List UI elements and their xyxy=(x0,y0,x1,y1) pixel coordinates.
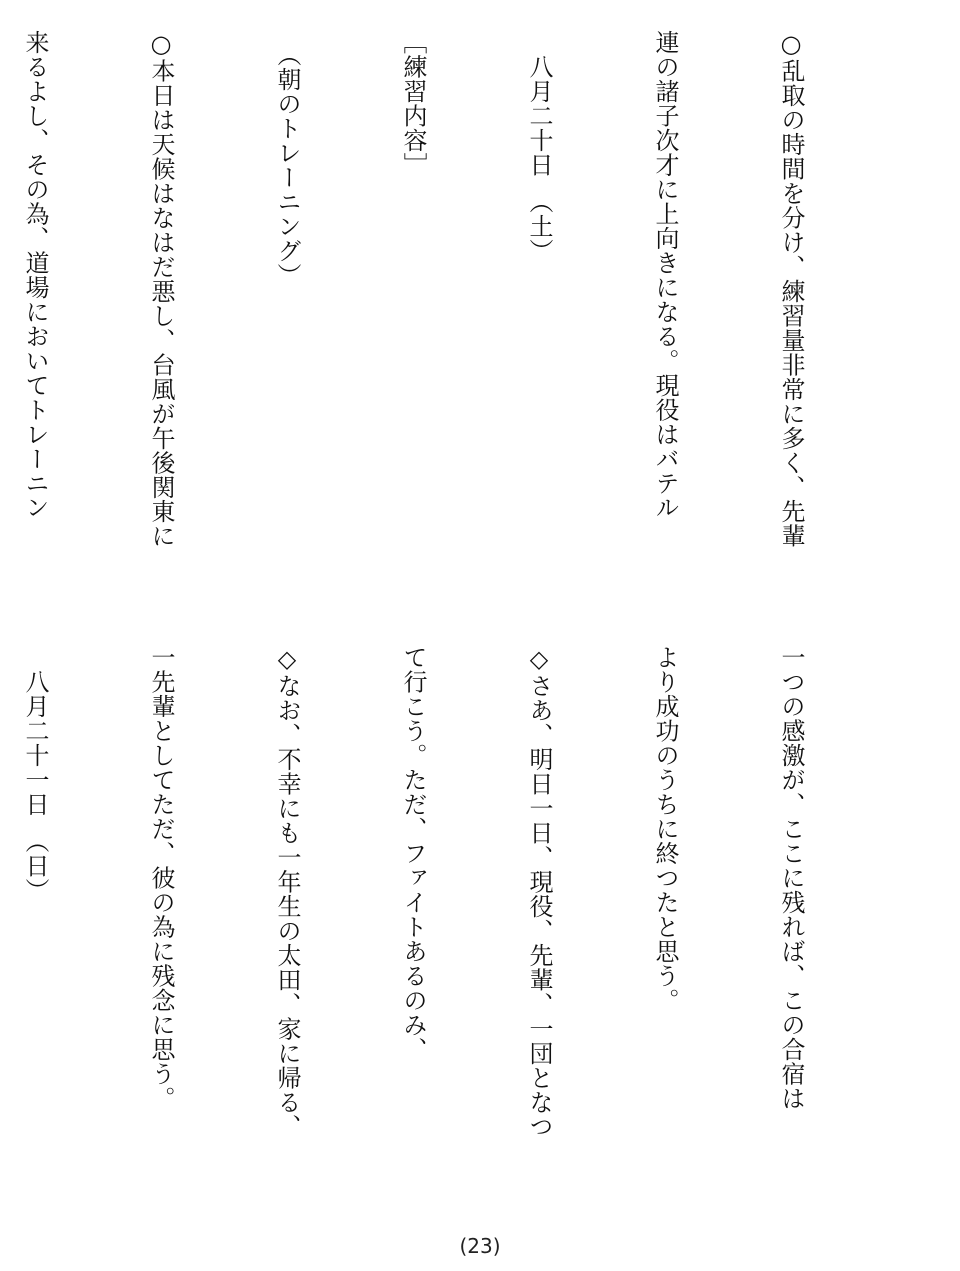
text-column: 来るよし、その為、道場においてトレーニン xyxy=(21,30,49,520)
date-line: 八月二十日 （土） xyxy=(525,30,553,263)
section-heading: ［練習内容］ xyxy=(399,30,427,177)
subheading: （朝のトレーニング） xyxy=(273,30,301,288)
text-column: ◇なお、不幸にも一年生の太田、家に帰る、 xyxy=(273,645,301,1139)
upper-text-block xyxy=(21,30,896,590)
date-line: 八月二十一日 （日） xyxy=(21,645,49,903)
text-column: より成功のうちに終つたと思う。 xyxy=(651,645,679,1013)
text-column: ○本日は天候はなはだ悪し、台風が午後関東に xyxy=(147,30,175,549)
text-column: ○乱取の時間を分け、練習量非常に多く、先輩 xyxy=(777,30,805,549)
text-column: 連の諸子次才に上向きになる。現役はバテル xyxy=(651,30,679,520)
page-number: (23) xyxy=(459,1234,501,1258)
text-column: 一先輩としてただ、彼の為に残念に思う。 xyxy=(147,645,175,1111)
text-column: て行こう。ただ、ファイトあるのみ、 xyxy=(399,645,427,1062)
text-column: 一つの感激が、ここに残れば、この合宿は xyxy=(777,645,805,1111)
text-column: ◇さあ、明日一日、現役、先輩、一団となつ xyxy=(525,645,553,1139)
lower-text-block xyxy=(21,645,896,1205)
